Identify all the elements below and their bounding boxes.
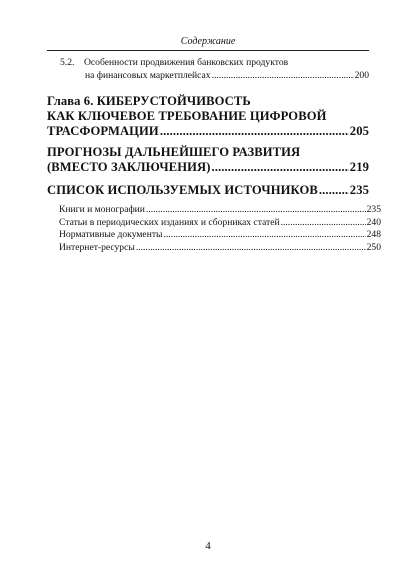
dot-leader (319, 183, 349, 198)
page-number: 248 (366, 229, 381, 241)
page-number: 219 (349, 160, 369, 174)
list-item-label: Книги и монографии (59, 204, 145, 215)
list-item-label: Нормативные документы (59, 229, 163, 241)
dot-leader (281, 217, 366, 230)
dot-leader (136, 242, 366, 255)
sources-list (47, 204, 381, 254)
list-item[interactable] (59, 242, 381, 255)
toc-entry-forecasts[interactable] (47, 145, 369, 175)
dot-leader (160, 124, 349, 139)
chapter-title-line-1: Глава 6. КИБЕРУСТОЙЧИВОСТЬ (47, 94, 251, 108)
list-item-label: Статьи в периодических изданиях и сборниках статей (59, 216, 280, 228)
chapter-title-line-2: КАК КЛЮЧЕВОЕ ТРЕБОВАНИЕ ЦИФРОВОЙ (47, 109, 327, 123)
dot-leader (146, 204, 366, 217)
page-footer-number: 4 (205, 540, 211, 552)
dot-leader (163, 229, 365, 242)
page-number: 235 (366, 204, 381, 215)
page-number: 235 (349, 183, 369, 197)
running-header: Содержание (180, 36, 236, 47)
page-number: 240 (366, 216, 381, 228)
list-item[interactable] (59, 229, 381, 242)
page-number: 250 (366, 241, 381, 253)
page-number: 200 (354, 70, 369, 81)
list-item[interactable] (59, 217, 381, 230)
page-number: 205 (349, 124, 369, 138)
toc-entry-line (47, 160, 369, 175)
dot-leader (212, 69, 354, 82)
list-item-label: Интернет-ресурсы (59, 241, 135, 253)
toc-entry-line (47, 183, 369, 198)
toc-entry-line (47, 56, 369, 69)
toc-entry-sources[interactable] (47, 183, 369, 198)
list-item[interactable] (59, 204, 381, 217)
header-divider (47, 50, 369, 51)
section-number: 5.2. (60, 57, 75, 68)
forecasts-title-line-2: (ВМЕСТО ЗАКЛЮЧЕНИЯ) (47, 160, 211, 174)
section-title-line-1: Особенности продвижения банковских продуктов (84, 57, 289, 68)
toc-entry-line (47, 69, 369, 82)
section-title-line-2: на финансовых маркетплейсах (85, 70, 211, 81)
dot-leader (212, 160, 349, 175)
chapter-title-line-3: ТРАСФОРМАЦИИ (47, 124, 159, 138)
toc-entry-chapter-6[interactable] (47, 94, 369, 139)
toc-entry-line (47, 124, 369, 139)
forecasts-title-line-1: ПРОГНОЗЫ ДАЛЬНЕЙШЕГО РАЗВИТИЯ (47, 145, 301, 159)
toc-entry-5-2[interactable] (47, 56, 369, 82)
sources-title: СПИСОК ИСПОЛЬЗУЕМЫХ ИСТОЧНИКОВ (47, 183, 318, 197)
